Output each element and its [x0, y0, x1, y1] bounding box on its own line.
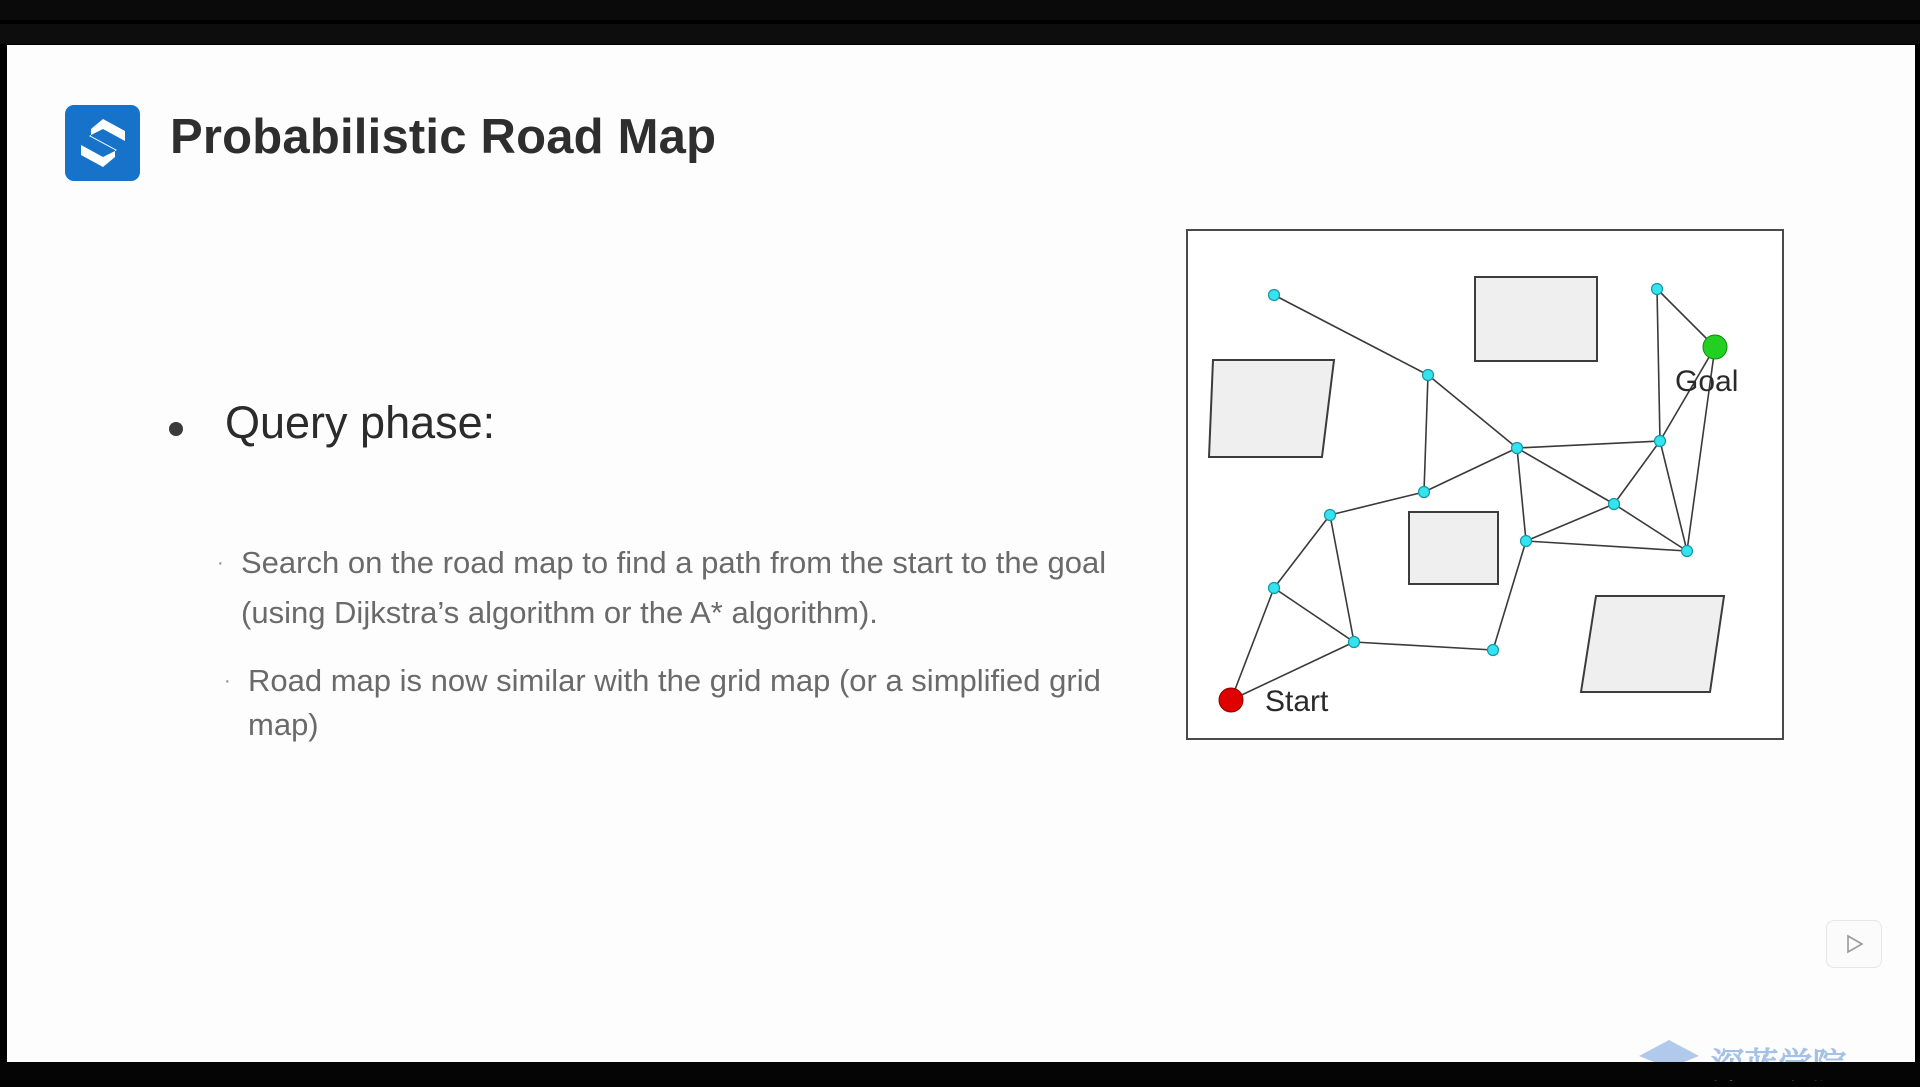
obstacle	[1409, 512, 1498, 584]
roadmap-edge	[1424, 375, 1428, 492]
roadmap-node	[1609, 499, 1620, 510]
top-bar	[0, 0, 1920, 20]
subpoint-1-text: Search on the road map to find a path from the start to the goal (using Dijkstra’s algorithm or the A* algorithm).	[241, 545, 1107, 630]
roadmap-edge	[1657, 289, 1660, 441]
brand-logo-icon	[65, 105, 140, 181]
roadmap-edge	[1517, 448, 1526, 541]
subpoint-marker: ·	[224, 670, 231, 692]
obstacle	[1581, 596, 1724, 692]
roadmap-node	[1269, 290, 1280, 301]
roadmap-node	[1488, 645, 1499, 656]
roadmap-edge	[1330, 515, 1354, 642]
subpoint-2	[224, 659, 1148, 747]
start-label: Start	[1265, 685, 1329, 718]
goal-node	[1703, 335, 1727, 359]
roadmap-edge	[1526, 541, 1687, 551]
slide-title: Probabilistic Road Map	[170, 110, 717, 164]
roadmap-edge	[1354, 642, 1493, 650]
roadmap-node	[1521, 536, 1532, 547]
roadmap-edge	[1517, 441, 1660, 448]
roadmap-node	[1349, 637, 1360, 648]
obstacle	[1475, 277, 1597, 361]
bullet-heading: Query phase:	[225, 397, 496, 448]
roadmap-edge	[1274, 515, 1330, 588]
roadmap-node	[1423, 370, 1434, 381]
roadmap-svg	[1188, 231, 1782, 738]
roadmap-node	[1419, 487, 1430, 498]
play-button[interactable]	[1826, 920, 1882, 968]
roadmap-node	[1682, 546, 1693, 557]
start-node	[1219, 688, 1243, 712]
subpoint-marker: ·	[217, 552, 224, 574]
roadmap-diagram	[1186, 229, 1784, 740]
roadmap-edge	[1614, 504, 1687, 551]
subpoint-1	[217, 538, 1161, 638]
goal-label: Goal	[1675, 365, 1739, 398]
roadmap-edge	[1274, 588, 1354, 642]
roadmap-node	[1269, 583, 1280, 594]
top-bar-line	[0, 24, 1920, 44]
roadmap-node	[1655, 436, 1666, 447]
roadmap-node	[1512, 443, 1523, 454]
watermark	[1637, 1038, 1907, 1062]
roadmap-edge	[1428, 375, 1517, 448]
roadmap-edge	[1424, 448, 1517, 492]
roadmap-edge	[1660, 441, 1687, 551]
roadmap-node	[1325, 510, 1336, 521]
roadmap-edge	[1517, 448, 1614, 504]
bottom-bar	[0, 1062, 1920, 1080]
logo-s-icon	[75, 115, 131, 171]
roadmap-node	[1652, 284, 1663, 295]
roadmap-edge	[1526, 504, 1614, 541]
roadmap-edge	[1614, 441, 1660, 504]
subpoint-2-text: Road map is now similar with the grid map (or a simplified grid map)	[248, 663, 1101, 742]
play-icon	[1843, 933, 1865, 955]
obstacle	[1209, 360, 1334, 457]
bullet-icon	[169, 422, 183, 436]
slide	[7, 45, 1915, 1062]
